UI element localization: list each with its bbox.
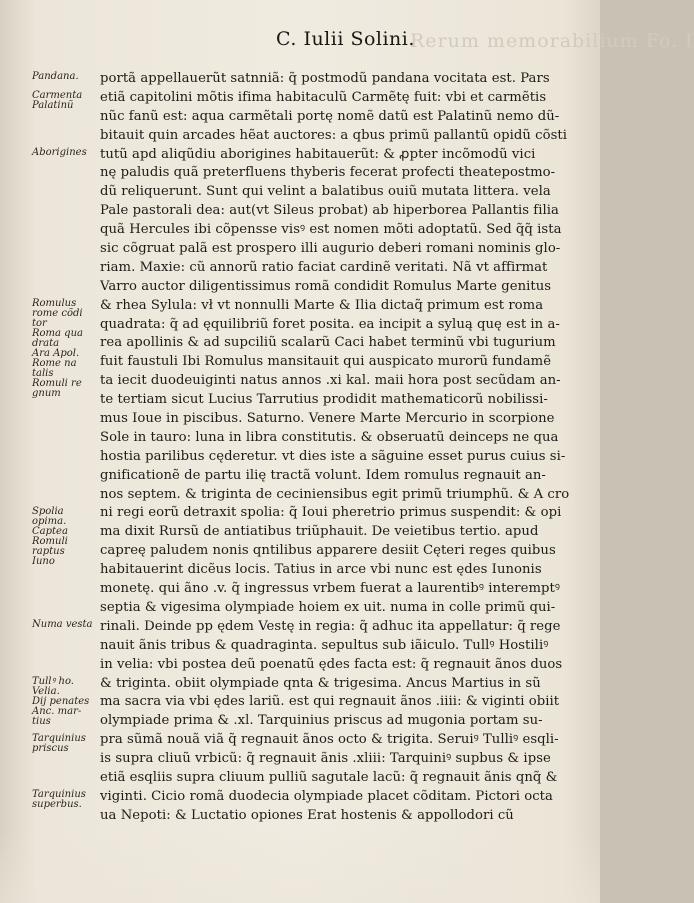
margin-note: Aborigines — [32, 146, 87, 158]
text-line: etiã esqliis supra cliuum pulliũ sagutale lacũ: q̃ regnauit ãnis qnq̃ & — [100, 769, 558, 785]
text-line: in velia: vbi postea deũ poenatũ ędes facta est: q̃ regnauit ãnos duos — [100, 656, 563, 672]
text-line: Varro auctor diligentissimus romã condidit Romulus Marte genitus — [100, 278, 552, 294]
margin-note: Tarquinius superbus. — [32, 789, 86, 811]
margin-note: Romulus rome cõdi tor Roma qua drata Ara Apol. Rome na talis Romuli re gnum — [32, 297, 83, 399]
text-line: tutũ apd aliqũdiu aborigines habitauerũt: & ꝓpter incõmodũ vici — [100, 146, 536, 162]
text-line: & triginta. obiit olympiade qnta & trigesima. Ancus Martius in sũ — [100, 675, 541, 691]
margin-note: Pandana. — [32, 71, 79, 82]
text-line: pra sũmã nouã viã q̃ regnauit ãnos octo & trigita. Seruiꝰ Tulliꝰ esqli- — [100, 732, 559, 748]
text-line: Sole in tauro: luna in libra constitutis. & obseruatũ deinceps ne qua — [100, 429, 559, 445]
page-edge-shade — [0, 828, 600, 903]
text-line: habitauerint dicẽus locis. Tatius in arce vbi nunc est ędes Iunonis — [100, 562, 542, 578]
text-line: viginti. Cicio romã duodecia olympiade placet cõditam. Pictori octa — [100, 788, 553, 804]
text-line: riam. Maxie: cũ annorũ ratio faciat cardinẽ veritati. Nã vt affirmat — [100, 259, 548, 275]
text-line: nos septem. & triginta de ceciniensibus egit primũ triumphũ. & A cro — [100, 486, 570, 502]
text-line: ni regi eorũ detraxit spolia: q̃ Ioui pheretrio primus suspendit: & opi — [100, 505, 562, 521]
text-line: sic cõgruat palã est prospero illi augurio deberi romani nominis glo- — [100, 241, 561, 257]
text-line: mus Ioue in piscibus. Saturno. Venere Marte Mercurio in scorpione — [100, 411, 555, 427]
text-line: olympiade prima & .xl. Tarquinius priscus ad mugonia portam su- — [100, 713, 543, 729]
text-line: te tertiam sicut Lucius Tarrutius prodidit mathematicorũ nobilissi- — [100, 392, 548, 408]
text-line: ua Nepoti: & Luctatio opiones Erat hostenis & appollodori cũ — [100, 807, 514, 823]
text-line: nę paludis quã preterfluens thyberis fecerat profecti theatepostmo- — [100, 165, 556, 181]
margin-note: Tullꝰ ho. Velia. Dij penates Anc. mar- tius — [32, 675, 90, 727]
margin-note: Tarquinius priscus — [32, 732, 86, 754]
text-line: rea apollinis & ad supciliũ scalarũ Caci habet terminũ vbi tugurium — [100, 335, 556, 351]
text-line: nũc fanũ est: aqua carmẽtali portę nomẽ datũ est Palatinũ nemo dũ- — [100, 108, 560, 124]
text-line: etiã capitolini mõtis ifima habitaculũ Carmẽtę fuit: vbi et carmẽtis — [100, 89, 547, 105]
body-text — [100, 70, 592, 826]
text-line: ta iecit duodeuiginti natus annos .xi kal. maii hora post secũdam an- — [100, 373, 561, 389]
text-line: Pale pastorali dea: aut(vt Sileus probat) ab hiperborea Pallantis filia — [100, 203, 559, 219]
text-line: bitauit quin arcades hẽat auctores: a qbus primũ pallantũ opidũ cõsti — [100, 127, 568, 143]
text-line: dũ reliquerunt. Sunt qui velint a balatibus ouiũ mutata littera. vela — [100, 184, 551, 200]
bleed-through-text: Rerum memorabilium Fo. I — [410, 30, 694, 52]
text-line: capreę paludem nonis qntilibus apparere desiit Cęteri reges quibus — [100, 543, 556, 559]
text-line: & rhea Sylula: vł vt nonnulli Marte & Ilia dictaq̃ primum est roma — [100, 297, 544, 313]
margin-note: Spolia opima. Captea Romuli raptus Iuno — [32, 505, 68, 567]
text-line: quã Hercules ibi cõpensse visꝰ est nomen mõti adoptatũ. Sed q̃q̃ ista — [100, 222, 562, 238]
text-line: is supra cliuũ vrbicũ: q̃ regnauit ãnis .xliii: Tarquiniꝰ supbus & ipse — [100, 751, 551, 767]
text-line: hostia parilibus cęderetur. vt dies iste a sãguine esset purus cuius si- — [100, 448, 566, 464]
text-line: fuit faustuli Ibi Romulus mansitauit qui auspicato murorũ fundamẽ — [100, 354, 552, 370]
text-line: ma dixit Rursũ de antiatibus triũphauit. De veietibus tertio. apud — [100, 524, 539, 540]
text-line: rinali. Deinde pp ędem Vestę in regia: q̃ adhuc ita appellatur: q̃ rege — [100, 618, 561, 634]
text-line: septia & vigesima olympiade hoiem ex uit. numa in colle primũ qui- — [100, 599, 556, 615]
text-line: nauit ãnis tribus & quadraginta. sepultus sub iãiculo. Tullꝰ Hostiliꝰ — [100, 637, 549, 653]
text-line: gnificationẽ de partu ilię tractã volunt. Idem romulus regnauit an- — [100, 467, 546, 483]
text-line: quadrata: q̃ ad ęquilibriũ foret posita. ea incipit a syluą quę est in a- — [100, 316, 560, 332]
margin-note: Carmenta Palatinũ — [32, 89, 83, 111]
margin-note: Numa vesta — [32, 619, 93, 631]
running-head: C. Iulii Solini. — [276, 28, 415, 50]
text-line: ma sacra via vbi ędes lariũ. est qui regnauit ãnos .iiii: & viginti obiit — [100, 694, 560, 710]
text-line: portã appellauerũt satnniã: q̃ postmodũ pandana vocitata est. Pars — [100, 71, 550, 86]
text-line: monetę. qui ãno .v. q̃ ingressus vrbem fuerat a laurentibꝰ interemptꝰ — [100, 581, 560, 597]
